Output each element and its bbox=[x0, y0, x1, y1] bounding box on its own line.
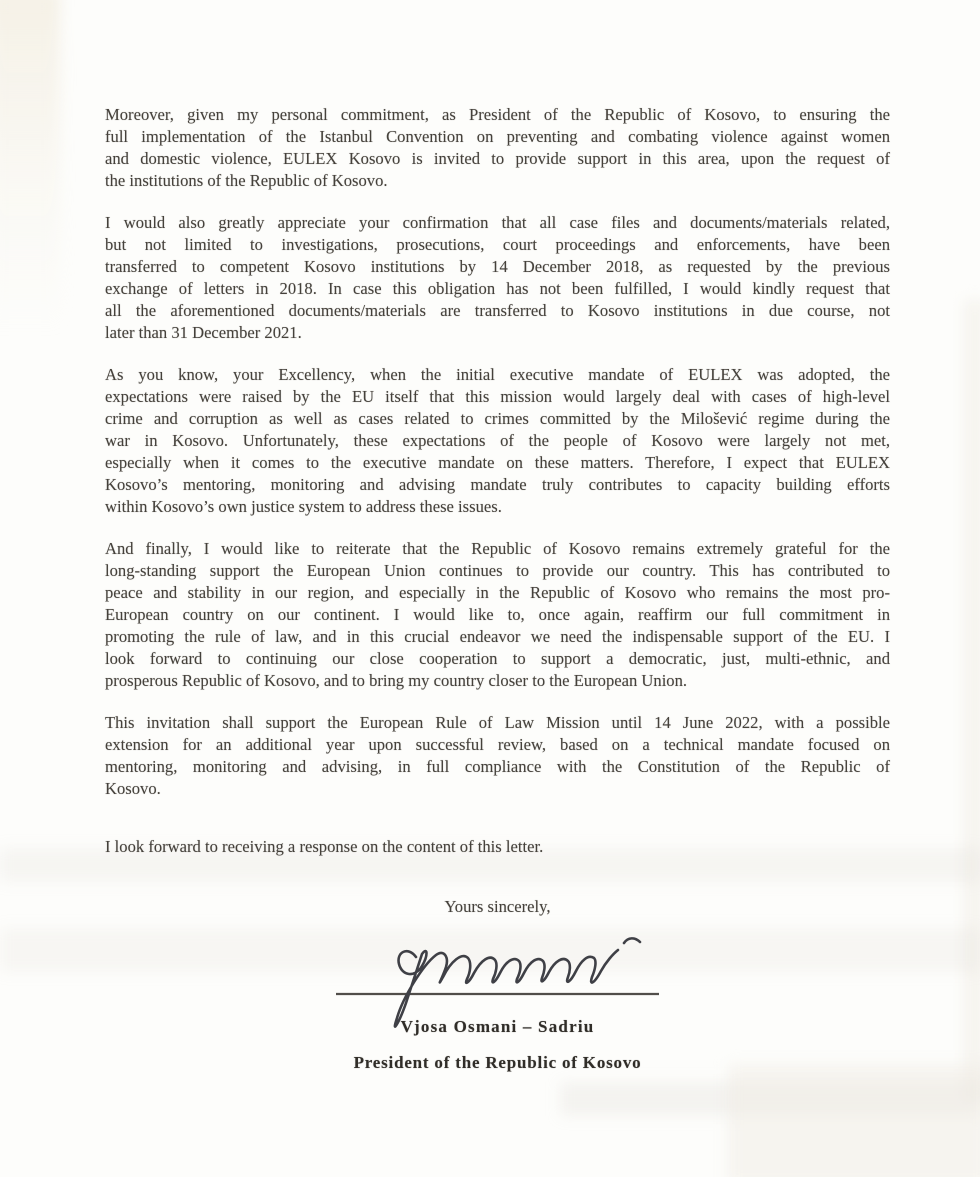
letter-line: As you know, your Excellency, when the initial executive mandate of EULEX was adopted, the bbox=[105, 365, 890, 384]
letter-line: long-standing support the European Union continues to provide our country. This has contributed to bbox=[105, 561, 890, 580]
signatory-title: President of the Republic of Kosovo bbox=[353, 1053, 642, 1072]
letter-line: Kosovo’s mentoring, monitoring and advising mandate truly contributes to capacity building efforts bbox=[105, 475, 890, 494]
letter-line: peace and stability in our region, and especially in the Republic of Kosovo who remains the most pro- bbox=[105, 583, 890, 602]
scan-artifact bbox=[728, 1065, 980, 1177]
letter-line: expectations were raised by the EU itself that this mission would largely deal with cases of high-level bbox=[105, 387, 890, 406]
letter-line: crime and corruption as well as cases related to crimes committed by the Milošević regime during the bbox=[105, 409, 890, 428]
letter-paragraph bbox=[105, 364, 890, 518]
letter-line: and domestic violence, EULEX Kosovo is invited to provide support in this area, upon the request of bbox=[105, 149, 890, 168]
letter-line: extension for an additional year upon successful review, based on a technical mandate focused on bbox=[105, 735, 890, 754]
letter-line: This invitation shall support the European Rule of Law Mission until 14 June 2022, with a possible bbox=[105, 713, 890, 732]
letter-line: exchange of letters in 2018. In case this obligation has not been fulfilled, I would kindly request that bbox=[105, 279, 890, 298]
letter-line: Moreover, given my personal commitment, as President of the Republic of Kosovo, to ensuring the bbox=[105, 105, 890, 124]
signatory-name: Vjosa Osmani – Sadriu bbox=[400, 1017, 595, 1036]
letter-line: Kosovo. bbox=[105, 779, 161, 798]
letter-paragraph bbox=[105, 712, 890, 800]
letter-line: look forward to continuing our close cooperation to support a democratic, just, multi-ethnic, and bbox=[105, 649, 890, 668]
letter-line: prosperous Republic of Kosovo, and to bring my country closer to the European Union. bbox=[105, 671, 688, 690]
letter-line: within Kosovo’s own justice system to address these issues. bbox=[105, 497, 502, 516]
letter-line: war in Kosovo. Unfortunately, these expectations of the people of Kosovo were largely not met, bbox=[105, 431, 890, 450]
letter-line: but not limited to investigations, prosecutions, court proceedings and enforcements, have been bbox=[105, 235, 890, 254]
letter-line: European country on our continent. I would like to, once again, reaffirm our full commitment in bbox=[105, 605, 890, 624]
letter-line: full implementation of the Istanbul Convention on preventing and combating violence against women bbox=[105, 127, 890, 146]
letter-line: transferred to competent Kosovo institutions by 14 December 2018, as requested by the previous bbox=[105, 257, 890, 276]
closing-line: I look forward to receiving a response on the content of this letter. bbox=[105, 837, 544, 856]
letter-body bbox=[105, 104, 890, 1078]
letter-paragraph bbox=[105, 104, 890, 192]
letter-line: all the aforementioned documents/materials are transferred to Kosovo institutions in due course, not bbox=[105, 301, 890, 320]
scan-artifact bbox=[964, 300, 980, 1100]
letter-line: later than 31 December 2021. bbox=[105, 323, 302, 342]
signature-block bbox=[105, 928, 890, 1078]
scan-artifact bbox=[560, 1082, 980, 1116]
letter-line: the institutions of the Republic of Kosovo. bbox=[105, 171, 388, 190]
letter-paragraphs bbox=[105, 104, 890, 800]
scan-artifact bbox=[0, 0, 60, 330]
letter-line: And finally, I would like to reiterate that the Republic of Kosovo remains extremely grateful for the bbox=[105, 539, 890, 558]
letter-paragraph bbox=[105, 538, 890, 692]
letter-paragraph bbox=[105, 212, 890, 344]
letter-line: mentoring, monitoring and advising, in full compliance with the Constitution of the Republic of bbox=[105, 757, 890, 776]
valediction: Yours sincerely, bbox=[444, 897, 551, 916]
letter-line: I would also greatly appreciate your confirmation that all case files and documents/materials related, bbox=[105, 213, 890, 232]
letter-line: promoting the rule of law, and in this crucial endeavor we need the indispensable support of the EU. I bbox=[105, 627, 890, 646]
letter-line: especially when it comes to the executive mandate on these matters. Therefore, I expect that EULEX bbox=[105, 453, 890, 472]
